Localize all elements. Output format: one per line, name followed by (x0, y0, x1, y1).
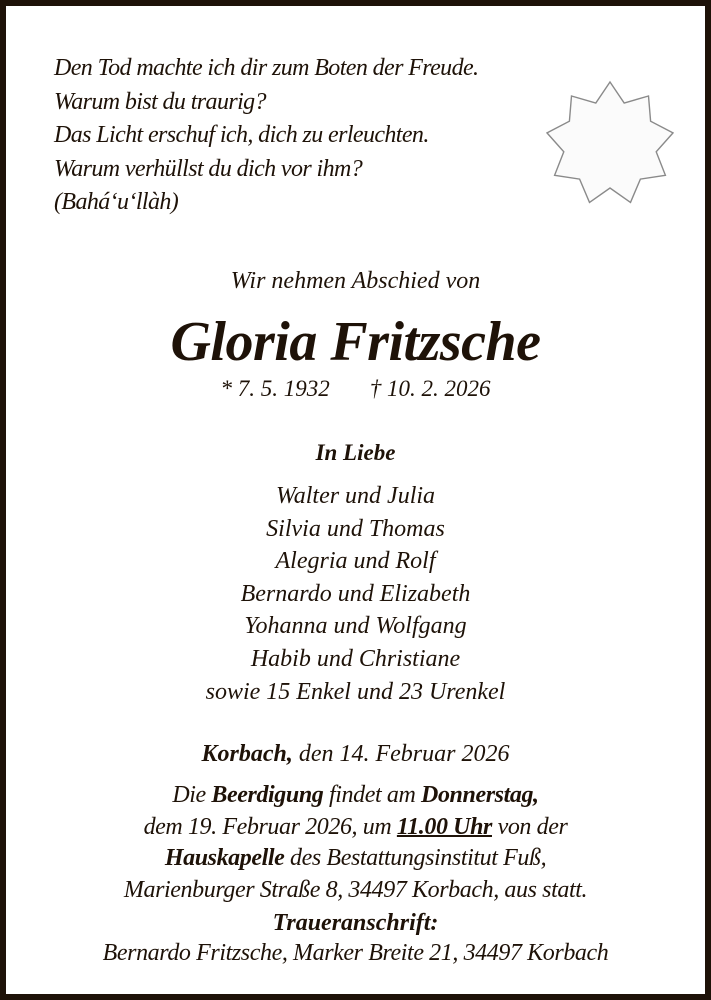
quote-block (54, 52, 478, 220)
list-item: sowie 15 Enkel und 23 Urenkel (205, 678, 506, 705)
list-item: Silvia und Thomas (266, 515, 445, 542)
farewell-intro: Wir nehmen Abschied von (230, 268, 481, 294)
list-item: Walter und Julia (275, 483, 436, 509)
text-bold: Beerdigung (211, 782, 324, 808)
text: Die (172, 782, 212, 808)
quote-line: Das Licht erschuf ich, dich zu erleuchten. (54, 122, 429, 148)
place-date-line (6, 741, 705, 768)
funeral-line (6, 843, 705, 875)
text: von der (491, 813, 568, 840)
text: findet am (323, 782, 422, 808)
text-bold: Donnerstag, (421, 782, 539, 808)
death-date: † 10. 2. 2026 (369, 376, 491, 401)
quote-attribution: (Bahá‘u‘llàh) (54, 189, 179, 215)
quote-line: Warum bist du traurig? (54, 88, 266, 115)
nine-pointed-star-icon (546, 78, 674, 206)
funeral-time: 11.00 Uhr (396, 813, 492, 840)
notice-date: den 14. Februar 2026 (292, 741, 510, 767)
text: dem 19. Februar 2026, um (143, 813, 397, 840)
text: des Bestattungsinstitut Fuß, (284, 845, 547, 871)
quote-line: Warum verhüllst du dich vor ihm? (54, 155, 363, 182)
mourning-address-heading: Traueranschrift: (272, 910, 439, 936)
deceased-name: Gloria Fritzsche (170, 311, 541, 373)
birth-date: * 7. 5. 1932 (220, 376, 330, 401)
funeral-line (6, 780, 705, 812)
mourning-address: Bernardo Fritzsche, Marker Breite 21, 34497 Korbach (102, 940, 609, 966)
list-item: Bernardo und Elizabeth (240, 580, 471, 607)
list-item: Habib und Christiane (250, 645, 461, 672)
funeral-line (6, 812, 705, 844)
mourners-list (6, 480, 705, 708)
list-item: Yohanna und Wolfgang (244, 613, 467, 640)
place: Korbach, (201, 741, 293, 767)
mourners-heading: In Liebe (315, 440, 396, 465)
quote-line: Den Tod machte ich dir zum Boten der Freude. (54, 55, 479, 81)
life-dates (6, 376, 705, 402)
funeral-line: Marienburger Straße 8, 34497 Korbach, aus statt. (123, 876, 588, 903)
venue: Hauskapelle (164, 845, 285, 871)
funeral-details (6, 780, 705, 906)
list-item: Alegria und Rolf (275, 548, 436, 575)
